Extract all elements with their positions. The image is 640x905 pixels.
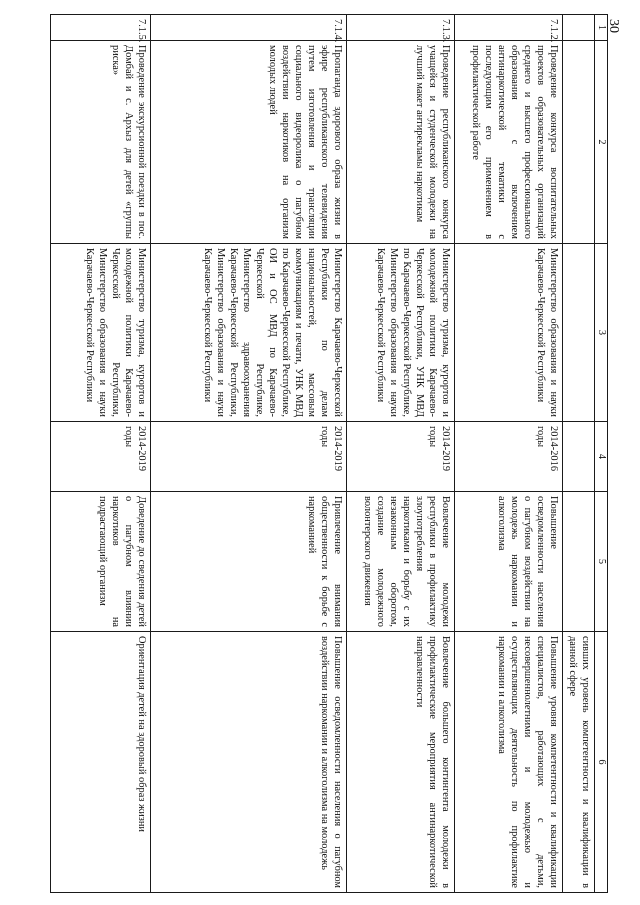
period-cell: 2014-2019 годы xyxy=(51,422,151,492)
table-row xyxy=(51,15,151,893)
program-activities-table xyxy=(50,14,608,893)
page-number: 30 xyxy=(606,19,621,33)
header-cell: 1 xyxy=(595,15,608,41)
effect-cell: Повышение осведомленности населения о пагубном воздействии на молодежь наркомании и алкоголизма xyxy=(455,492,563,632)
result-cell: Вовлечение большего контингента молодежи в профилактические мероприятия антинаркотической направленности xyxy=(347,632,455,893)
row-number: 7.1.5. xyxy=(51,15,151,41)
result-cell: Повышение уровня компетентности и квалификации специалистов, работающих с детьми, несовершеннолетними и молодежью и осуществляющих деятельность по профилактике наркомании и алкоголизма xyxy=(455,632,563,893)
period-cell: 2014-2016 годы xyxy=(455,422,563,492)
header-cell: 2 xyxy=(595,41,608,244)
continuation-result-cell: сивших уровень компетентности и квалификации в данной сфере xyxy=(563,632,595,893)
result-cell: Повышение осведомленности населения о пагубном воздействии наркомании и алкоголизма на молодежь xyxy=(151,632,347,893)
table-row xyxy=(347,15,455,893)
period-cell: 2014-2019 годы xyxy=(151,422,347,492)
table-row xyxy=(455,15,563,893)
event-cell: Проведение республиканского конкурса учащейся и студенческой молодежи на лучший макет антирекламы наркотикам xyxy=(347,41,455,244)
executor-cell: Министерство образования и науки Карачаево-Черкесской Республики xyxy=(455,244,563,422)
row-number: 7.1.3. xyxy=(347,15,455,41)
row-number: 7.1.4. xyxy=(151,15,347,41)
executor-cell: Министерство Карачаево-Черкесской Республики по делам национальностей, массовым коммуникациям и печати, УНК МВД по Карачаево-Черкесской Республике, ОИ и ОС МВД по Карачаево-Черкесской Республике, Министерство здравоохранения Карачаево-Черкесской Республики, Министерство образования и науки Карачаево-Черкесской Республики xyxy=(151,244,347,422)
event-cell: Проведение конкурса воспитательных проектов образовательных организаций среднего и высшего профессионального образования с включением антинаркотической тематики с последующим его применением в профилактической работе xyxy=(455,41,563,244)
period-cell: 2014-2019 годы xyxy=(347,422,455,492)
effect-cell: Доведение до сведения детей о пагубном влиянии наркотиков на подрастающий организм xyxy=(51,492,151,632)
executor-cell: Министерство туризма, курортов и молодежной политики Карачаево-Черкесской Республики, УНК МВД по Карачаево-Черкесской Республике, Министерство образования и науки Карачаево-Черкесской Республики xyxy=(347,244,455,422)
event-cell: Проведение экскурсионной поездки в пос. Домбай и с. Архыз для детей «группы риска» xyxy=(51,41,151,244)
header-cell: 5 xyxy=(595,492,608,632)
effect-cell: Вовлечение молодежи республики в профилактику злоупотребления наркотиками и борьбу с их незаконным оборотом, создание молодежного волонтерского движения xyxy=(347,492,455,632)
executor-cell: Министерство туризма, курортов и молодежной политики Карачаево-Черкесской Республики, Министерство образования и науки Карачаево-Черкесской Республики xyxy=(51,244,151,422)
header-row xyxy=(595,15,608,893)
event-cell: Пропаганда здорового образа жизни в эфире республиканского телевидения путем изготовления и трансляции социального видеоролика о пагубном воздействии наркотиков на организм молодых людей xyxy=(151,41,347,244)
header-cell: 3 xyxy=(595,244,608,422)
rotated-page xyxy=(46,0,622,905)
continuation-row xyxy=(563,15,595,893)
table-row xyxy=(151,15,347,893)
row-number: 7.1.2. xyxy=(455,15,563,41)
header-cell: 6 xyxy=(595,632,608,893)
header-cell: 4 xyxy=(595,422,608,492)
effect-cell: Привлечение внимания общественности к борьбе с наркоманией xyxy=(151,492,347,632)
result-cell: Ориентация детей на здоровый образ жизни xyxy=(51,632,151,893)
